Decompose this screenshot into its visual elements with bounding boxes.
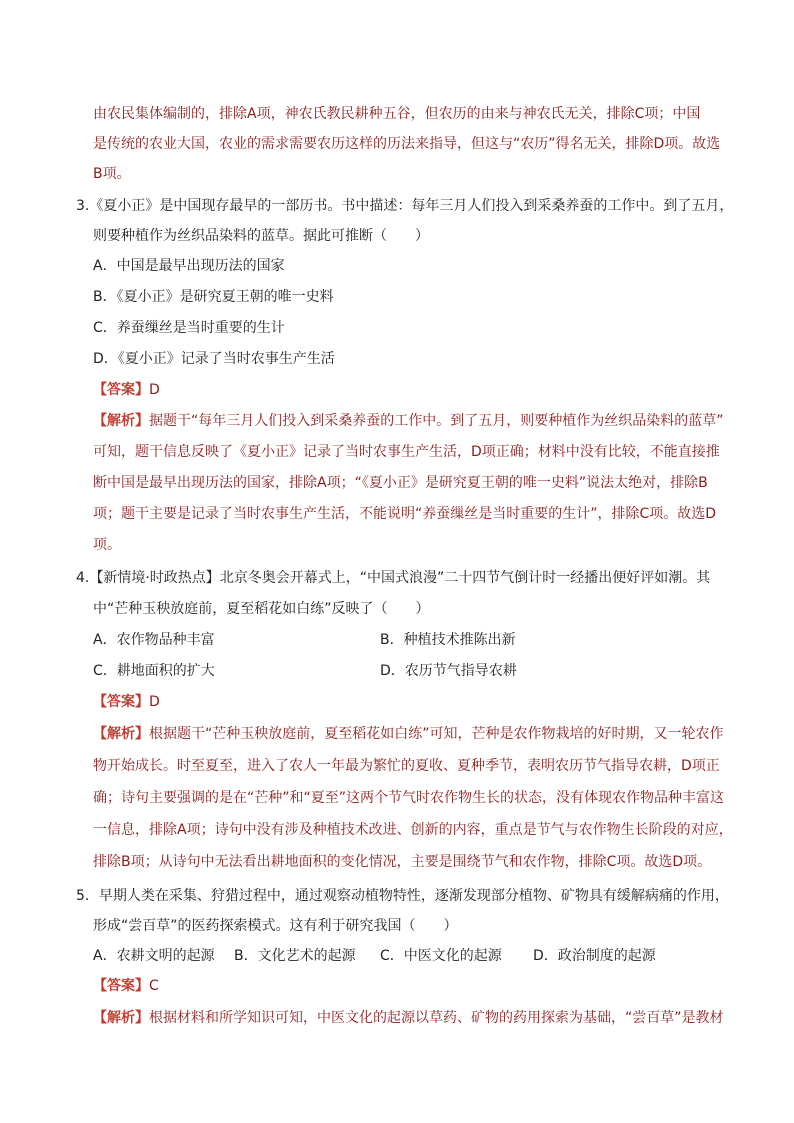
q3-stem-line-1: 3.《夏小正》是中国现存最早的一部历书。书中描述：每年三月人们投入到采桑养蚕的工作中。到了五月，: [76, 198, 734, 214]
q3-answer: [93, 380, 160, 400]
q5-answer: [93, 976, 159, 996]
q4-option-c: C．耕地面积的扩大: [93, 663, 215, 679]
q4-analysis-tag: 【解析】: [93, 726, 149, 742]
q3-analysis-tag: 【解析】: [93, 413, 149, 429]
q4-answer: [93, 692, 160, 712]
q3-option-b: B．《夏小正》是研究夏王朝的唯一史料: [93, 289, 334, 305]
q3-analysis-line-5: 项。: [93, 537, 121, 553]
q3-analysis-line-3: 断中国是最早出现历法的国家，排除A项；“《夏小正》是研究夏王朝的唯一史料”说法太绝对，排除B: [93, 475, 708, 491]
q3-stem-line-2: 则要种植作为丝织品染料的蓝草。据此可推断（ ）: [93, 228, 429, 244]
q3-answer-value: D: [149, 382, 160, 398]
q3-analysis-text-1: 据题干“每年三月人们投入到采桑养蚕的工作中。到了五月，则要种植作为丝织品染料的蓝草”: [149, 413, 724, 429]
q4-option-d: D．农历节气指导农耕: [380, 663, 517, 679]
q3-option-c: C．养蚕缫丝是当时重要的生计: [93, 320, 285, 336]
q3-option-d: D．《夏小正》记录了当时农事生产生活: [93, 351, 335, 367]
q4-analysis-line-1: [93, 724, 724, 744]
q5-option-a: A．农耕文明的起源: [93, 948, 215, 964]
q3-analysis-line-2: 可知，题干信息反映了《夏小正》记录了当时农事生产生活，D项正确；材料中没有比较，不能直接推: [93, 444, 720, 460]
prev-analysis-line-1: 由农民集体编制的，排除A项，神农氏教民耕种五谷，但农历的由来与神农氏无关，排除C项；中国: [93, 106, 701, 122]
q4-analysis-line-3: 确；诗句主要强调的是在“芒种”和“夏至”这两个节气时农作物生长的状态，没有体现农作物品种丰富这: [93, 790, 725, 806]
q4-analysis-text-1: 根据题干“芒种玉秧放庭前，夏至稻花如白练”可知，芒种是农作物栽培的好时期，又一轮农作: [149, 726, 724, 742]
q3-answer-tag: 【答案】: [93, 382, 149, 398]
q4-answer-tag: 【答案】: [93, 694, 149, 710]
q4-option-a: A．农作物品种丰富: [93, 632, 215, 648]
q5-analysis-text-1: 根据材料和所学知识可知，中医文化的起源以草药、矿物的药用探索为基础，“尝百草”是教材: [149, 1010, 724, 1026]
q5-answer-value: C: [149, 978, 159, 994]
prev-analysis-line-2: 是传统的农业大国，农业的需求需要农历这样的历法来指导，但这与“农历”得名无关，排除D项。故选: [93, 136, 721, 152]
q4-stem-line-2: 中“芒种玉秧放庭前，夏至稻花如白练”反映了（ ）: [93, 601, 430, 617]
q4-stem-line-1: 4.【新情境·时政热点】北京冬奥会开幕式上，“中国式浪漫”二十四节气倒计时一经播出便好评如潮。其: [76, 570, 711, 586]
q3-option-a: A．中国是最早出现历法的国家: [93, 258, 285, 274]
q5-analysis-line-1: [93, 1008, 724, 1028]
q4-analysis-line-5: 排除B项；从诗句中无法看出耕地面积的变化情况，主要是围绕节气和农作物，排除C项。故选D项。: [93, 854, 712, 870]
q5-stem-line-1: 5．早期人类在采集、狩猎过程中，通过观察动植物特性，逐渐发现部分植物、矿物具有缓解病痛的作用，: [76, 888, 729, 904]
q5-analysis-tag: 【解析】: [93, 1010, 149, 1026]
q3-analysis-line-1: [93, 411, 724, 431]
q4-analysis-line-4: 一信息，排除A项；诗句中没有涉及种植技术改进、创新的内容，重点是节气与农作物生长阶段的对应，: [93, 822, 733, 838]
q4-analysis-line-2: 物开始成长。时至夏至，进入了农人一年最为繁忙的夏收、夏种季节，表明农历节气指导农耕，D项正: [93, 758, 720, 774]
q5-option-b: B．文化艺术的起源: [234, 948, 356, 964]
q5-option-c: C．中医文化的起源: [380, 948, 502, 964]
q5-option-d: D．政治制度的起源: [533, 948, 656, 964]
q4-option-b: B．种植技术推陈出新: [380, 632, 516, 648]
q3-analysis-line-4: 项；题干主要是记录了当时农事生产生活，不能说明“养蚕缫丝是当时重要的生计”，排除C项。故选D: [93, 506, 717, 522]
q4-answer-value: D: [149, 694, 160, 710]
q5-stem-line-2: 形成“尝百草”的医药探索模式。这有利于研究我国（ ）: [93, 918, 458, 934]
prev-analysis-line-3: B项。: [93, 166, 131, 182]
q5-answer-tag: 【答案】: [93, 978, 149, 994]
